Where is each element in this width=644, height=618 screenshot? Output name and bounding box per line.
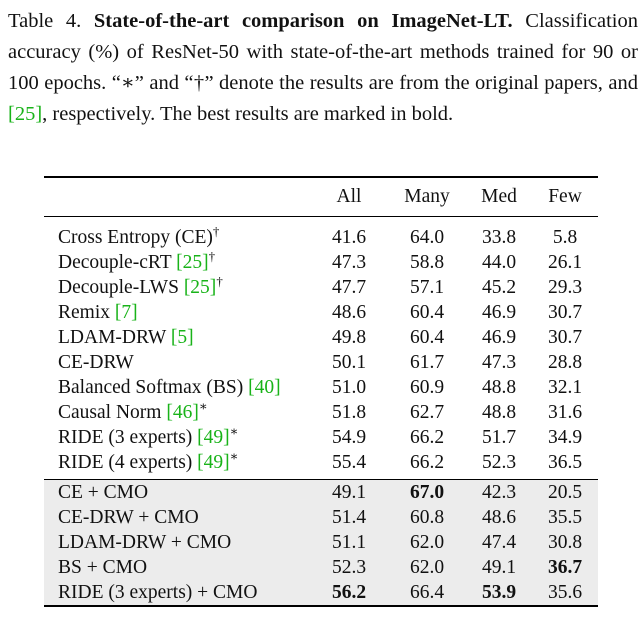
method-label: LDAM-DRW + CMO xyxy=(58,532,232,553)
table-row xyxy=(44,400,598,425)
value-med: 47.4 xyxy=(481,532,517,553)
method-label: RIDE (3 experts) + CMO xyxy=(58,582,258,603)
value-all: 51.1 xyxy=(331,532,367,553)
value-many: 61.7 xyxy=(409,352,445,373)
method-name xyxy=(58,275,223,300)
baseline-rows xyxy=(44,225,598,475)
value-all: 55.4 xyxy=(331,452,367,473)
value-all: 47.3 xyxy=(331,252,367,273)
caption-citation-link[interactable]: [25] xyxy=(8,103,43,125)
value-all: 51.8 xyxy=(331,402,367,423)
value-many: 60.9 xyxy=(409,377,445,398)
method-name xyxy=(58,555,147,580)
value-few: 31.6 xyxy=(547,402,583,423)
value-many: 66.2 xyxy=(409,427,445,448)
method-label: CE-DRW + CMO xyxy=(58,507,199,528)
method-label: RIDE (3 experts) xyxy=(58,427,198,448)
value-all: 51.4 xyxy=(331,507,367,528)
value-many: 60.4 xyxy=(409,327,445,348)
method-name xyxy=(58,530,231,555)
table-row xyxy=(44,480,598,505)
method-name xyxy=(58,450,239,475)
value-many: 62.0 xyxy=(409,557,445,578)
value-med: 47.3 xyxy=(481,352,517,373)
citation-link[interactable]: [25] xyxy=(176,252,209,273)
citation-link[interactable]: [46] xyxy=(166,402,199,423)
value-med: 46.9 xyxy=(481,327,517,348)
source-mark: ∗ xyxy=(198,398,208,414)
value-all: 52.3 xyxy=(331,557,367,578)
value-all: 49.1 xyxy=(331,482,367,503)
value-few: 28.8 xyxy=(547,352,583,373)
method-label: CE-DRW xyxy=(58,352,134,373)
method-label: LDAM-DRW xyxy=(58,327,171,348)
method-name xyxy=(58,350,134,375)
value-all: 49.8 xyxy=(331,327,367,348)
table-row xyxy=(44,425,598,450)
results-table xyxy=(44,176,598,607)
table-row xyxy=(44,325,598,350)
cmo-rows xyxy=(44,480,598,605)
value-all: 50.1 xyxy=(331,352,367,373)
method-label: Decouple-LWS xyxy=(58,277,184,298)
value-med: 52.3 xyxy=(481,452,517,473)
value-med: 53.9 xyxy=(481,582,517,603)
value-med: 44.0 xyxy=(481,252,517,273)
caption-title: State-of-the-art comparison on ImageNet-LT. xyxy=(93,10,513,32)
source-mark: † xyxy=(212,223,220,239)
table-row xyxy=(44,350,598,375)
value-med: 48.6 xyxy=(481,507,517,528)
table-row xyxy=(44,450,598,475)
value-few: 30.7 xyxy=(547,302,583,323)
value-few: 35.5 xyxy=(547,507,583,528)
citation-link[interactable]: [40] xyxy=(248,377,281,398)
table-row xyxy=(44,505,598,530)
method-name xyxy=(58,250,215,275)
value-all: 56.2 xyxy=(331,582,367,603)
method-name xyxy=(58,325,194,350)
table-row xyxy=(44,530,598,555)
value-few: 36.7 xyxy=(547,557,583,578)
bottom-rule xyxy=(44,605,598,607)
value-med: 45.2 xyxy=(481,277,517,298)
method-name xyxy=(58,300,138,325)
value-med: 42.3 xyxy=(481,482,517,503)
table-caption xyxy=(8,6,638,130)
source-mark: † xyxy=(208,248,216,264)
citation-link[interactable]: [49] xyxy=(197,452,230,473)
value-few: 30.8 xyxy=(547,532,583,553)
value-all: 47.7 xyxy=(331,277,367,298)
value-med: 33.8 xyxy=(481,227,517,248)
column-header-all: All xyxy=(336,186,362,207)
value-all: 51.0 xyxy=(331,377,367,398)
value-few: 32.1 xyxy=(547,377,583,398)
method-name xyxy=(58,375,281,400)
value-many: 60.4 xyxy=(409,302,445,323)
value-many: 66.4 xyxy=(409,582,445,603)
method-name xyxy=(58,480,148,505)
caption-label: Table 4. xyxy=(8,10,82,32)
method-label: Decouple-cRT xyxy=(58,252,177,273)
value-all: 54.9 xyxy=(331,427,367,448)
table-row xyxy=(44,225,598,250)
value-many: 62.0 xyxy=(409,532,445,553)
method-label: RIDE (4 experts) xyxy=(58,452,198,473)
citation-link[interactable]: [7] xyxy=(114,302,138,323)
citation-link[interactable]: [5] xyxy=(170,327,194,348)
value-few: 20.5 xyxy=(547,482,583,503)
method-name xyxy=(58,425,239,450)
value-many: 64.0 xyxy=(409,227,445,248)
method-name xyxy=(58,580,257,605)
value-med: 51.7 xyxy=(481,427,517,448)
value-few: 36.5 xyxy=(547,452,583,473)
header-row xyxy=(44,178,598,216)
method-name xyxy=(58,225,219,250)
source-mark: † xyxy=(216,273,223,289)
column-header-few: Few xyxy=(548,186,582,207)
table-row xyxy=(44,555,598,580)
value-many: 60.8 xyxy=(409,507,445,528)
caption-text-1: Classification accuracy (%) of ResNet-50 with state-of-the-art methods trained for 90 or 100 epochs. “∗” and “†” denote the results are from the original papers, and xyxy=(8,10,638,94)
method-label: Balanced Softmax (BS) xyxy=(58,377,249,398)
value-all: 41.6 xyxy=(331,227,367,248)
method-label: CE + CMO xyxy=(58,482,149,503)
method-label: BS + CMO xyxy=(58,557,148,578)
method-label: Remix xyxy=(58,302,115,323)
column-header-med: Med xyxy=(481,186,517,207)
table-row xyxy=(44,275,598,300)
table-row xyxy=(44,300,598,325)
source-mark: ∗ xyxy=(229,448,239,464)
value-few: 30.7 xyxy=(547,327,583,348)
value-many: 66.2 xyxy=(409,452,445,473)
citation-link[interactable]: [49] xyxy=(197,427,230,448)
value-few: 5.8 xyxy=(552,227,578,248)
value-med: 48.8 xyxy=(481,402,517,423)
value-many: 58.8 xyxy=(409,252,445,273)
value-med: 49.1 xyxy=(481,557,517,578)
table-row xyxy=(44,250,598,275)
caption-text-2: , respectively. The best results are marked in bold. xyxy=(42,103,454,125)
column-header-many: Many xyxy=(404,186,450,207)
value-med: 46.9 xyxy=(481,302,517,323)
method-label: Cross Entropy (CE) xyxy=(58,227,213,248)
table-row xyxy=(44,375,598,400)
method-name xyxy=(58,505,199,530)
value-many: 57.1 xyxy=(409,277,445,298)
source-mark: ∗ xyxy=(229,423,239,439)
value-many: 62.7 xyxy=(409,402,445,423)
value-med: 48.8 xyxy=(481,377,517,398)
value-many: 67.0 xyxy=(409,482,445,503)
citation-link[interactable]: [25] xyxy=(183,277,217,298)
method-name xyxy=(58,400,208,425)
value-few: 26.1 xyxy=(547,252,583,273)
method-label: Causal Norm xyxy=(58,402,167,423)
value-all: 48.6 xyxy=(331,302,367,323)
value-few: 34.9 xyxy=(547,427,583,448)
value-few: 29.3 xyxy=(547,277,583,298)
value-few: 35.6 xyxy=(547,582,583,603)
table-row xyxy=(44,580,598,605)
